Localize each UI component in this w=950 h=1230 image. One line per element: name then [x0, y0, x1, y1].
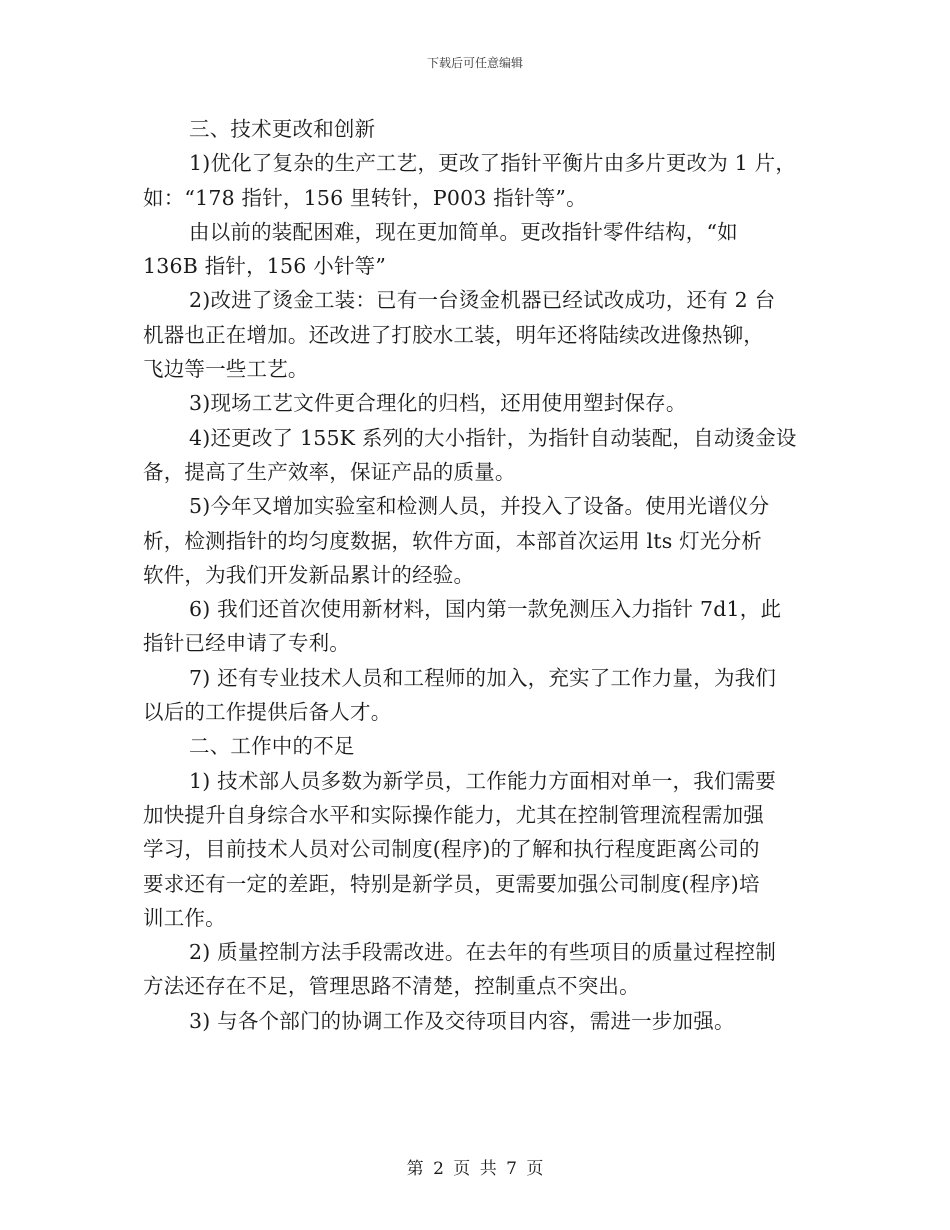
- text-line: 5)今年又增加实验室和检测人员，并投入了设备。使用光谱仪分: [189, 494, 770, 519]
- text-line: 训工作。: [143, 905, 226, 930]
- text-line: 备，提高了生产效率，保证产品的质量。: [143, 459, 516, 484]
- text-line: 析，检测指针的均匀度数据，软件方面，本部首次运用 lts 灯光分析: [143, 528, 762, 553]
- text-line: 加快提升自身综合水平和实际操作能力，尤其在控制管理流程需加强: [143, 802, 764, 827]
- page-footer: 第 2 页 共 7 页: [406, 1159, 544, 1179]
- text-line: 学习，目前技术人员对公司制度(程序)的了解和执行程度距离公司的: [143, 837, 760, 862]
- text-line: 软件，为我们开发新品累计的经验。: [143, 562, 475, 587]
- text-line: 飞边等一些工艺。: [143, 357, 309, 382]
- text-line: 1) 技术部人员多数为新学员，工作能力方面相对单一，我们需要: [189, 768, 777, 793]
- text-line: 1)优化了复杂的生产工艺，更改了指针平衡片由多片更改为 1 片，: [189, 151, 797, 176]
- text-line: 2) 质量控制方法手段需改进。在去年的有些项目的质量过程控制: [189, 940, 777, 965]
- text-line: 机器也正在增加。还改进了打胶水工装，明年还将陆续改进像热铆，: [143, 322, 764, 347]
- text-line: 136B 指针，156 小针等”: [143, 254, 387, 279]
- text-line: 指针已经申请了专利。: [143, 631, 350, 656]
- text-line: 以后的工作提供后备人才。: [143, 700, 392, 725]
- text-line: 6) 我们还首次使用新材料，国内第一款免测压入力指针 7d1，此: [189, 597, 782, 622]
- text-line: 7) 还有专业技术人员和工程师的加入，充实了工作力量，为我们: [189, 665, 777, 690]
- page-header: 下载后可任意编辑: [426, 56, 523, 70]
- text-line: 二、工作中的不足: [189, 734, 355, 759]
- text-line: 由以前的装配困难，现在更加简单。更改指针零件结构，“如: [189, 219, 738, 244]
- text-line: 如：“178 指针，156 里转针，P003 指针等”。: [143, 185, 587, 210]
- text-line: 三、技术更改和创新: [189, 117, 376, 141]
- text-line: 2)改进了烫金工装：已有一台烫金机器已经试改成功，还有 2 台: [189, 288, 776, 313]
- text-line: 3)现场工艺文件更合理化的归档，还用使用塑封保存。: [189, 391, 687, 416]
- document-body: [143, 112, 811, 1038]
- text-line: 要求还有一定的差距，特别是新学员，更需要加强公司制度(程序)培: [143, 871, 760, 896]
- text-line: 3) 与各个部门的协调工作及交待项目内容，需进一步加强。: [189, 1008, 735, 1033]
- text-line: 4)还更改了 155K 系列的大小指针，为指针自动装配，自动烫金设: [189, 425, 797, 450]
- text-line: 方法还存在不足，管理思路不清楚，控制重点不突出。: [143, 974, 640, 999]
